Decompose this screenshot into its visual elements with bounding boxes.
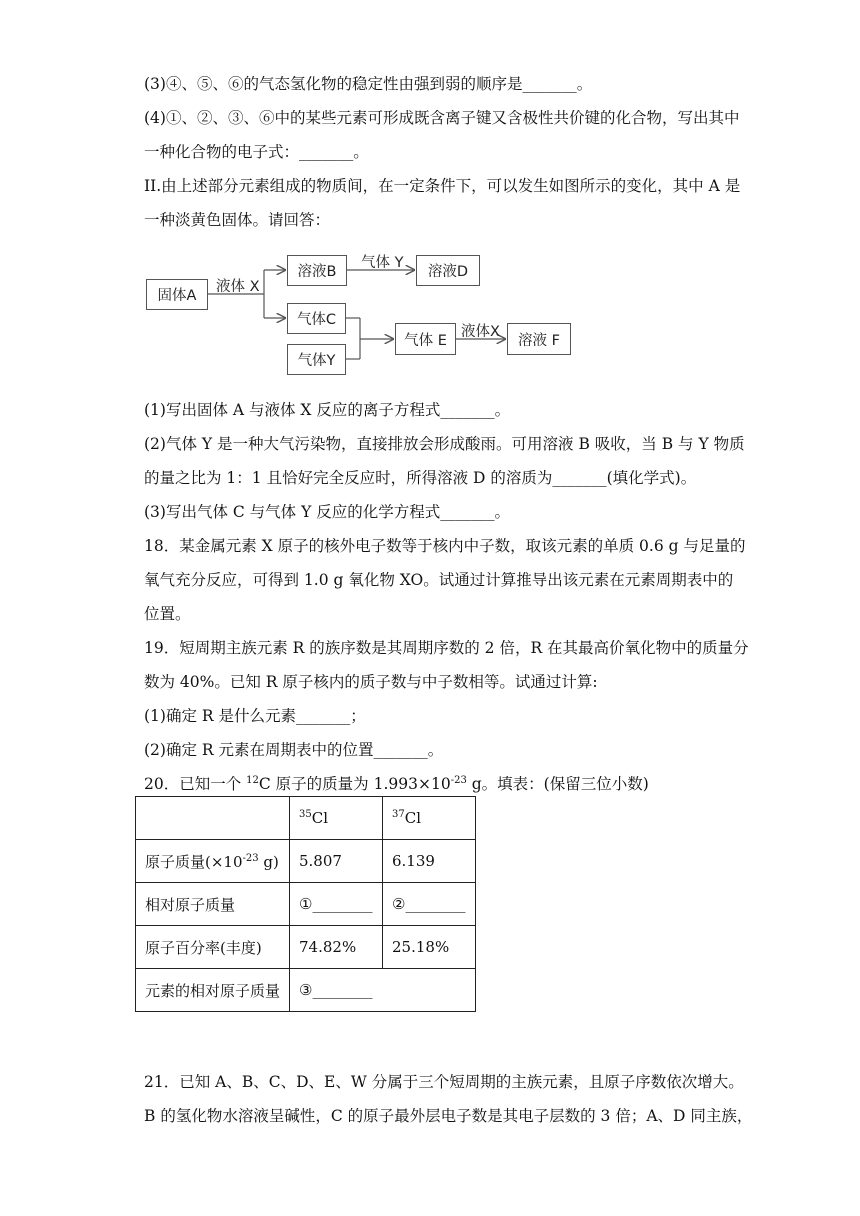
question-21-line2: B 的氢化物水溶液呈碱性，C 的原子最外层电子数是其电子层数的 3 倍；A、D 同主族， [144, 1107, 753, 1125]
table-header-cl35 [290, 797, 383, 840]
question-18-line2: 氧气充分反应，可得到 1.0 g 氧化物 XO。试通过计算推导出该元素在元素周期表中的 [144, 571, 734, 589]
question-19-sub1: (1)确定 R 是什么元素_______； [144, 707, 366, 725]
part-2-question-2-line2: 的量之比为 1：1 且恰好完全反应时，所得溶液 D 的溶质为_______(填化学式)。 [144, 469, 697, 487]
table-row [136, 797, 476, 840]
cl35-symbol: Cl [311, 809, 329, 827]
q20-text-end: g。填表：(保留三位小数) [466, 775, 649, 793]
question-17-3: (3)④、⑤、⑥的气态氢化物的稳定性由强到弱的顺序是_______。 [144, 75, 593, 93]
part-2-intro-line2: 一种淡黄色固体。请回答： [144, 211, 331, 229]
question-17-4-line1: (4)①、②、③、⑥中的某些元素可形成既含离子键又含极性共价键的化合物，写出其中 [144, 109, 740, 127]
part-2-question-2-line1: (2)气体 Y 是一种大气污染物，直接排放会形成酸雨。可用溶液 B 吸收，当 B 与 Y 物质 [144, 435, 745, 453]
question-21-line1: 21．已知 A、B、C、D、E、W 分属于三个短周期的主族元素，且原子序数依次增大。 [144, 1073, 744, 1091]
table-row [136, 969, 476, 1012]
box-gas-c: 气体C [287, 303, 346, 334]
part-2-question-1: (1)写出固体 A 与液体 X 反应的离子方程式_______。 [144, 401, 511, 419]
question-19-line1: 19．短周期主族元素 R 的族序数是其周期序数的 2 倍，R 在其最高价氧化物中的质量分 [144, 639, 749, 657]
box-solution-b: 溶液B [287, 255, 347, 286]
q20-text-pre: 20．已知一个 [144, 775, 247, 793]
row-label-relative-mass: 相对原子质量 [136, 883, 290, 926]
question-19-sub2: (2)确定 R 元素在周期表中的位置_______。 [144, 741, 444, 759]
cl37-symbol: Cl [404, 809, 422, 827]
table-header-cl37 [383, 797, 476, 840]
box-solid-a: 固体A [146, 279, 208, 310]
isotope-table [135, 796, 476, 1012]
cl35-mass-number: 35 [299, 809, 312, 820]
table-row [136, 840, 476, 883]
question-17-4-line2: 一种化合物的电子式：_______。 [144, 143, 369, 161]
atomic-mass-label-post: g) [258, 852, 279, 871]
part-2-question-3: (3)写出气体 C 与气体 Y 反应的化学方程式_______。 [144, 503, 511, 521]
table-row [136, 883, 476, 926]
row-label-abundance: 原子百分率(丰度) [136, 926, 290, 969]
question-19-line2: 数为 40%。已知 R 原子核内的质子数与中子数相等。试通过计算: [144, 673, 598, 691]
label-gas-y: 气体 Y [361, 255, 404, 271]
part-2-intro-line1: II.由上述部分元素组成的物质间，在一定条件下，可以发生如图所示的变化，其中 A 是 [144, 177, 741, 195]
question-20 [144, 774, 649, 794]
blank-answer-1: ①________ [290, 883, 383, 926]
table-cell-empty [136, 797, 290, 840]
box-solution-f: 溶液 F [507, 323, 571, 355]
table-cell: 74.82% [290, 926, 383, 969]
q20-text-mid: C 原子的质量为 1.993×10 [258, 775, 451, 793]
row-label-atomic-mass [136, 840, 290, 883]
box-gas-y: 气体Y [287, 344, 346, 375]
q20-exponent: -23 [450, 775, 467, 786]
label-liquid-x-2: 液体X [461, 324, 500, 340]
cl37-mass-number: 37 [392, 809, 405, 820]
question-18-line1: 18．某金属元素 X 原子的核外电子数等于核内中子数，取该元素的单质 0.6 g 与足量的 [144, 537, 746, 555]
box-gas-e: 气体 E [395, 323, 456, 355]
box-solution-d: 溶液D [416, 255, 480, 286]
row-label-element-mass: 元素的相对原子质量 [136, 969, 290, 1012]
table-cell: 25.18% [383, 926, 476, 969]
table-cell: 5.807 [290, 840, 383, 883]
atomic-mass-label-pre: 原子质量(×10 [145, 852, 243, 871]
question-18-line3: 位置。 [144, 605, 191, 623]
blank-answer-2: ②________ [383, 883, 476, 926]
blank-answer-3: ③________ [290, 969, 476, 1012]
table-cell: 6.139 [383, 840, 476, 883]
table-row [136, 926, 476, 969]
atomic-mass-exponent: -23 [242, 852, 259, 864]
label-liquid-x: 液体 X [216, 279, 260, 295]
q20-mass-number: 12 [246, 775, 259, 786]
